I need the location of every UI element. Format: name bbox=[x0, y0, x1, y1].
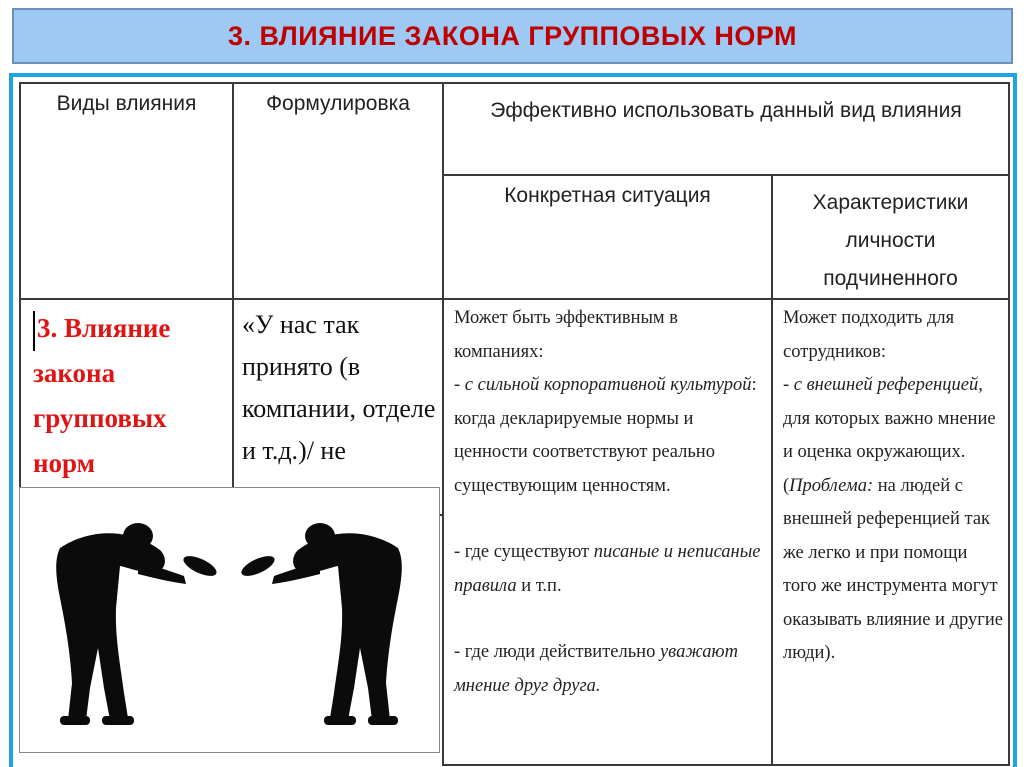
header-influence-types-label: Виды влияния bbox=[56, 92, 197, 115]
situation-item-2-rest: и т.п. bbox=[516, 575, 562, 596]
situation-item-2-prefix: - где существуют bbox=[454, 542, 594, 562]
personality-intro: Может подходить для сотрудников: bbox=[783, 308, 955, 362]
bowing-men-illustration bbox=[19, 487, 440, 753]
situation-item-3-prefix: - где люди действительно bbox=[454, 642, 660, 662]
spacer bbox=[454, 503, 767, 536]
formulation-text: «У нас так принято (в компании, отделе и т.д.)/ не bbox=[242, 310, 436, 465]
header-influence-types bbox=[20, 83, 233, 299]
bowing-men-silhouettes bbox=[20, 488, 439, 752]
personality-item-1-italic: с внешней референцией, bbox=[793, 375, 983, 395]
situation-item-2 bbox=[454, 536, 767, 603]
personality-note-italic: Проблема: bbox=[789, 475, 874, 496]
personality-item-1-prefix: - bbox=[783, 375, 794, 395]
title-banner bbox=[12, 8, 1013, 64]
personality-item-1 bbox=[783, 369, 1004, 470]
header-effective-use bbox=[443, 83, 1009, 175]
personality-note-rest: на людей с внешней референцией так же легко и при помощи того же инструмента могут оказывать влияние и другие люди). bbox=[783, 475, 1003, 663]
personality-item-1-rest: для которых важно мнение и оценка окружающих. bbox=[783, 408, 996, 462]
situation-intro: Может быть эффективным в компаниях: bbox=[454, 308, 678, 362]
cell-personality bbox=[772, 299, 1009, 765]
header-personality bbox=[772, 175, 1009, 299]
influence-type-text: 3. Влияние закона групповых норм bbox=[33, 313, 171, 478]
left-bowing-man bbox=[56, 523, 219, 725]
personality-note-open: ( bbox=[783, 475, 790, 496]
text-cursor bbox=[33, 311, 35, 351]
cell-situation bbox=[443, 299, 772, 765]
header-personality-label: Характеристики личности подчиненного bbox=[812, 191, 969, 290]
situation-item-1-prefix: - bbox=[454, 375, 465, 395]
header-situation bbox=[443, 175, 772, 299]
cell-influence-type bbox=[20, 299, 233, 515]
cell-formulation bbox=[233, 299, 443, 515]
page-title: 3. ВЛИЯНИЕ ЗАКОНА ГРУППОВЫХ НОРМ bbox=[227, 20, 798, 51]
situation-item-3 bbox=[454, 636, 767, 703]
situation-item-3-italic: уважают мнение друг друга. bbox=[454, 642, 738, 696]
situation-item-1-rest: : когда декларируемые нормы и ценности соответствуют реально существующим ценностям. bbox=[454, 375, 757, 496]
situation-item-2-italic: писаные и неписаные правила bbox=[454, 542, 761, 596]
right-bowing-man bbox=[239, 523, 402, 725]
personality-note bbox=[783, 470, 1004, 671]
header-formulation-label: Формулировка bbox=[266, 92, 410, 115]
spacer bbox=[454, 603, 767, 636]
situation-item-1-italic: с сильной корпоративной культурой bbox=[464, 375, 752, 395]
header-situation-label: Конкретная ситуация bbox=[504, 184, 711, 207]
header-effective-use-label: Эффективно использовать данный вид влияния bbox=[490, 99, 962, 122]
header-formulation bbox=[233, 83, 443, 299]
situation-item-1 bbox=[454, 369, 767, 503]
